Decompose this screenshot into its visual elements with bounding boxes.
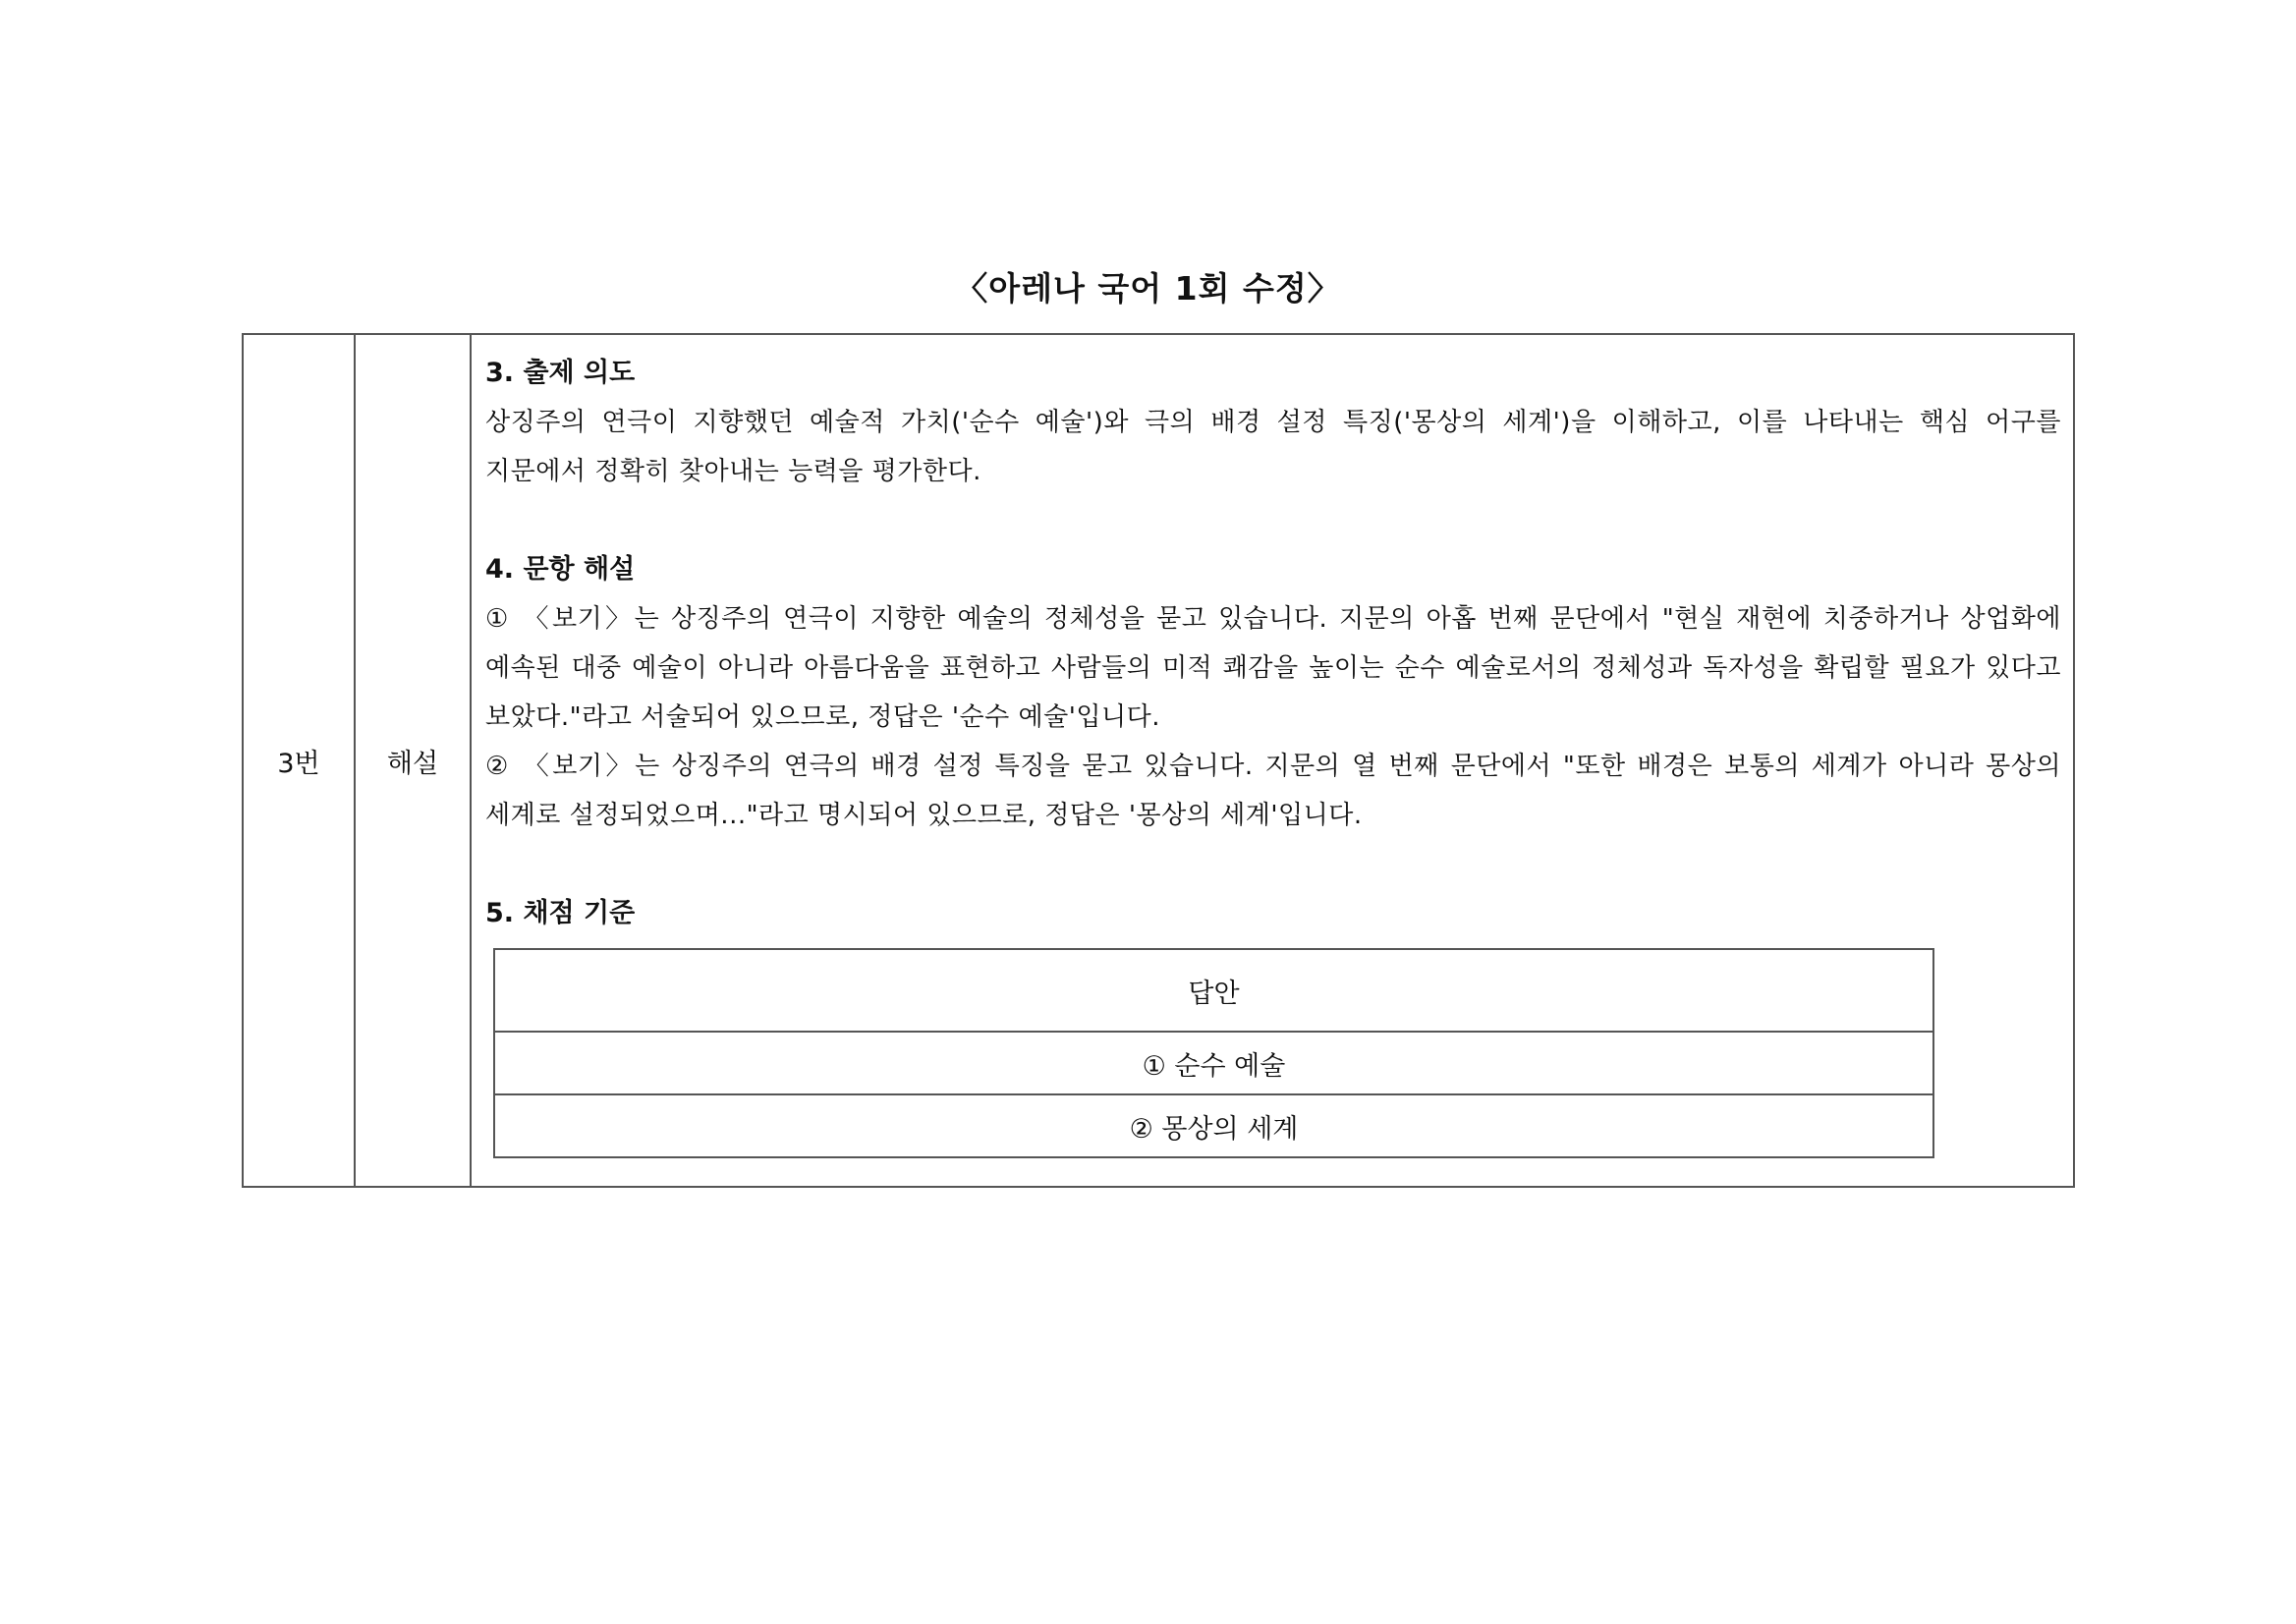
section-spacer	[485, 840, 2061, 889]
answer-2: ② 몽상의 세계	[494, 1094, 1933, 1157]
intent-text: 상징주의 연극이 지향했던 예술적 가치('순수 예술')와 극의 배경 설정 특징('몽상의 세계')을 이해하고, 이를 나타내는 핵심 어구를 지문에서 정확히 찾아내는 능력을 평가한다.	[485, 408, 2061, 486]
explanation-item-1: ① 〈보기〉는 상징주의 연극이 지향한 예술의 정체성을 묻고 있습니다. 지문의 아홉 번째 문단에서 "현실 재현에 치중하거나 상업화에 예속된 대중 예술이 아니라 아름다움을 표현하고 사람들의 미적 쾌감을 높이는 순수 예술로서의 정체성과 독자성을 확립할 필요가 있다고 보았다."라고 서술되어 있으므로, 정답은 '순수 예술'입니다.	[485, 604, 2061, 732]
answer-table	[242, 333, 2075, 1188]
intent-heading: 3. 출제 의도	[485, 358, 636, 388]
grading-table	[493, 948, 1934, 1158]
grading-table-header: 답안	[494, 949, 1933, 1032]
explanation-heading: 4. 문항 해설	[485, 554, 636, 585]
grading-table-row	[494, 1094, 1933, 1157]
explanation-cell	[472, 335, 2073, 1186]
section-spacer	[485, 496, 2061, 545]
answer-1: ① 순수 예술	[494, 1032, 1933, 1094]
question-number: 3번	[277, 748, 320, 779]
explanation-item-2: ② 〈보기〉는 상징주의 연극의 배경 설정 특징을 묻고 있습니다. 지문의 열 번째 문단에서 "또한 배경은 보통의 세계가 아니라 몽상의 세계로 설정되었으며..."라고 명시되어 있으므로, 정답은 '몽상의 세계'입니다.	[485, 752, 2061, 830]
grading-table-row	[494, 1032, 1933, 1094]
grading-table-header-row	[494, 949, 1933, 1032]
item-type: 해설	[386, 748, 439, 779]
criteria-heading: 5. 채점 기준	[485, 898, 636, 928]
item-type-cell	[356, 335, 472, 1186]
page-title: 〈아레나 국어 1회 수정〉	[955, 269, 1341, 308]
question-number-cell	[244, 335, 356, 1186]
